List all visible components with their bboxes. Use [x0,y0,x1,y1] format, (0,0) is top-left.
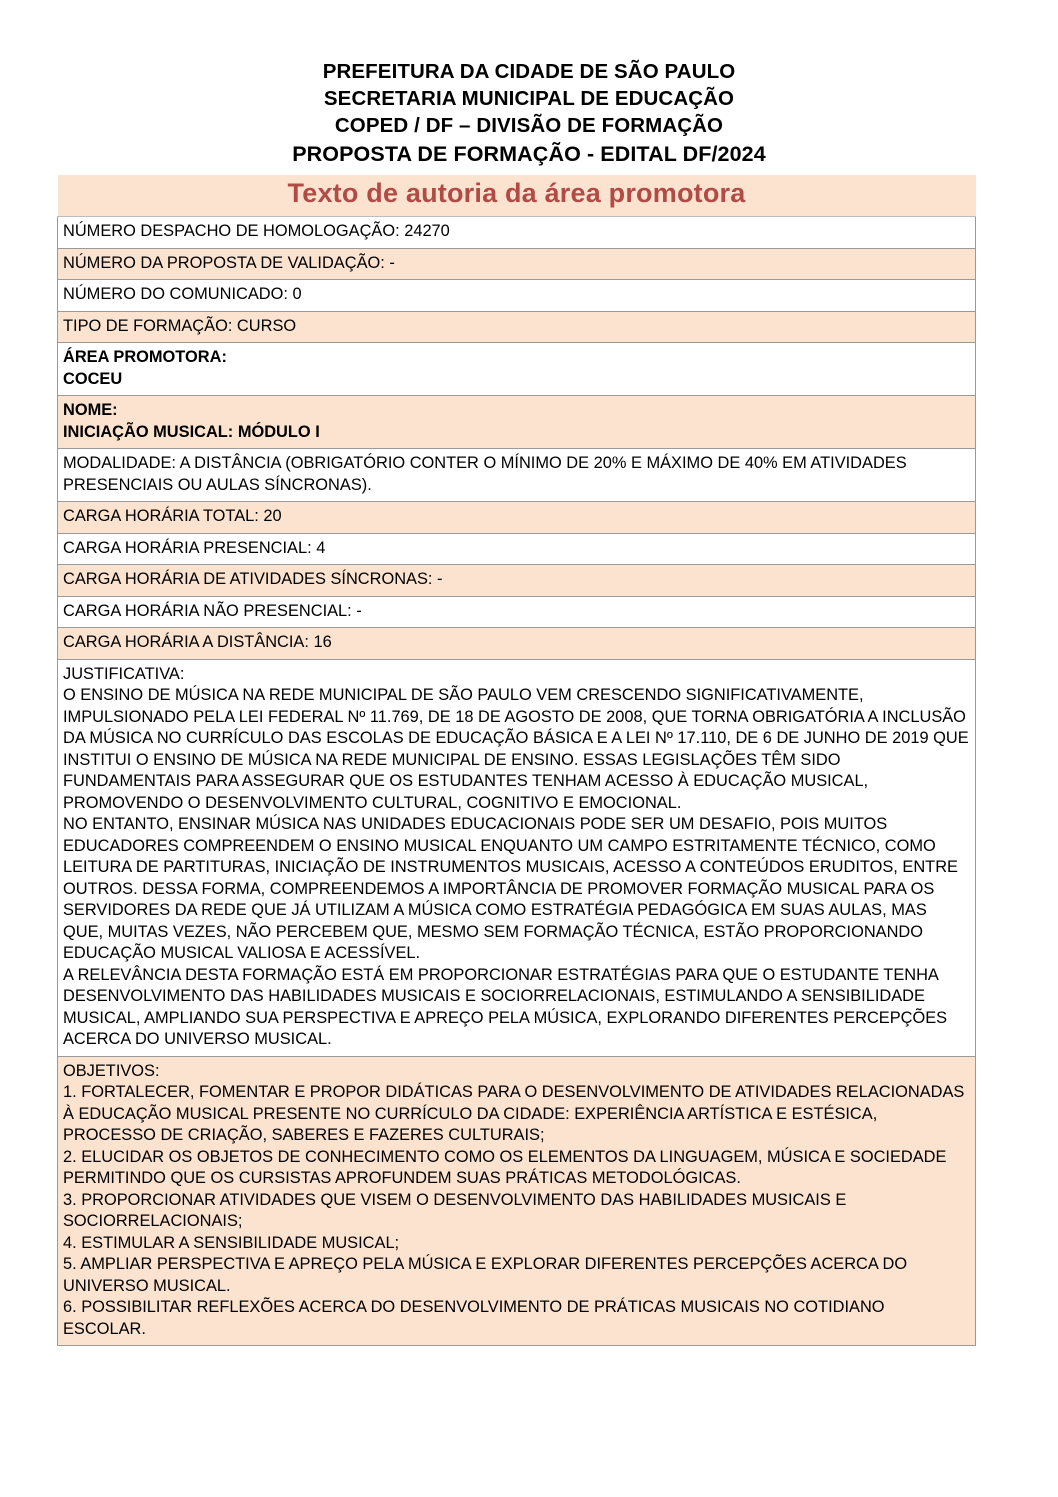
table-row [58,533,976,565]
header-line-proposta: PROPOSTA DE FORMAÇÃO - EDITAL DF/2024 [292,142,766,166]
field-tipo-formacao: TIPO DE FORMAÇÃO: CURSO [58,311,976,343]
field-nome [58,396,976,449]
field-objetivos [58,1056,976,1346]
objetivo-item: 4. ESTIMULAR A SENSIBILIDADE MUSICAL; [63,1233,400,1252]
field-carga-horaria-total: CARGA HORÁRIA TOTAL: 20 [58,502,976,534]
table-row [58,343,976,396]
area-promotora-label: ÁREA PROMOTORA: [63,348,227,366]
table-row [58,596,976,628]
field-carga-horaria-distancia: CARGA HORÁRIA A DISTÂNCIA: 16 [58,628,976,660]
justificativa-paragraph: NO ENTANTO, ENSINAR MÚSICA NAS UNIDADES EDUCACIONAIS PODE SER UM DESAFIO, POIS MUITOS EDUCADORES COMPREENDEM O ENSINO MUSICAL ENQUANTO UM CAMPO ESTRITAMENTE TÉCNICO, COMO LEITURA DE PARTITURAS, INICIAÇÃO DE INSTRUMENTOS MUSICAIS, ACESSO A CONTEÚDOS ERUDITOS, ENTRE OUTROS. DESSA FORMA, COMPREENDEMOS A IMPORTÂNCIA DE PROMOVER FORMAÇÃO MUSICAL PARA OS SERVIDORES DA REDE QUE JÁ UTILIZAM A MÚSICA COMO ESTRATÉGIA PEDAGÓGICA EM SUAS AULAS, MAS QUE, MUITAS VEZES, NÃO PERCEBEM QUE, MESMO SEM FORMAÇÃO TÉCNICA, ESTÃO PROPORCIONANDO EDUCAÇÃO MUSICAL VALIOSA E ACESSÍVEL. [63,815,958,962]
table-row [58,502,976,534]
table-row [58,217,976,249]
table-row [58,1056,976,1346]
field-justificativa [58,659,976,1056]
banner-cell [58,175,976,217]
nome-value: INICIAÇÃO MUSICAL: MÓDULO I [63,422,320,441]
objetivo-item: 5. AMPLIAR PERSPECTIVA E APREÇO PELA MÚSICA E EXPLORAR DIFERENTES PERCEPÇÕES ACERCA DO UNIVERSO MUSICAL. [63,1255,908,1295]
table-row [58,311,976,343]
justificativa-label: JUSTIFICATIVA: [63,664,185,683]
header-line-secretaria: SECRETARIA MUNICIPAL DE EDUCAÇÃO [323,87,735,110]
field-numero-despacho: NÚMERO DESPACHO DE HOMOLOGAÇÃO: 24270 [58,217,976,249]
table-row [58,396,976,449]
table-row [58,449,976,502]
field-carga-horaria-presencial: CARGA HORÁRIA PRESENCIAL: 4 [58,533,976,565]
table-row [58,659,976,1056]
table-row [58,248,976,280]
banner-row [58,175,976,217]
objetivo-item: 2. ELUCIDAR OS OBJETOS DE CONHECIMENTO COMO OS ELEMENTOS DA LINGUAGEM, MÚSICA E SOCIEDADE PERMITINDO QUE OS CURSISTAS APROFUNDEM SUAS PRÁTICAS METODOLÓGICAS. [63,1147,947,1187]
objetivo-item: 1. FORTALECER, FOMENTAR E PROPOR DIDÁTICAS PARA O DESENVOLVIMENTO DE ATIVIDADES RELACIONADAS À EDUCAÇÃO MUSICAL PRESENTE NO CURRÍCULO DA CIDADE: EXPERIÊNCIA ARTÍSTICA E ESTÉSICA, PROCESSO DE CRIAÇÃO, SABERES E FAZERES CULTURAIS; [63,1083,965,1144]
proposta-form-table [57,175,976,1346]
table-row [58,565,976,597]
header-line-coped: COPED / DF – DIVISÃO DE FORMAÇÃO [334,114,724,137]
objetivo-item: 6. POSSIBILITAR REFLEXÕES ACERCA DO DESENVOLVIMENTO DE PRÁTICAS MUSICAIS NO COTIDIANO ESCOLAR. [63,1298,885,1338]
table-row [58,628,976,660]
justificativa-paragraph: O ENSINO DE MÚSICA NA REDE MUNICIPAL DE SÃO PAULO VEM CRESCENDO SIGNIFICATIVAMENTE, IMPULSIONADO PELA LEI FEDERAL Nº 11.769, DE 18 DE AGOSTO DE 2008, QUE TORNA OBRIGATÓRIA A INCLUSÃO DA MÚSICA NO CURRÍCULO DAS ESCOLAS DE EDUCAÇÃO BÁSICA E A LEI Nº 17.110, DE 6 DE JUNHO DE 2019 QUE INSTITUI O ENSINO DE MÚSICA NA REDE MUNICIPAL DE ENSINO. ESSAS LEGISLAÇÕES TÊM SIDO FUNDAMENTAIS PARA ASSEGURAR QUE OS ESTUDANTES TENHAM ACESSO À EDUCAÇÃO MUSICAL, PROMOVENDO O DESENVOLVIMENTO CULTURAL, COGNITIVO E EMOCIONAL. [63,686,969,812]
header-line-prefeitura: PREFEITURA DA CIDADE DE SÃO PAULO [322,60,736,83]
field-area-promotora [58,343,976,396]
objetivos-label: OBJETIVOS: [63,1061,160,1080]
document-header [0,0,1058,169]
objetivo-item: 3. PROPORCIONAR ATIVIDADES QUE VISEM O DESENVOLVIMENTO DAS HABILIDADES MUSICAIS E SOCIORRELACIONAIS; [63,1190,847,1230]
table-row [58,280,976,312]
area-promotora-value: COCEU [63,369,123,388]
field-modalidade: MODALIDADE: A DISTÂNCIA (OBRIGATÓRIO CONTER O MÍNIMO DE 20% E MÁXIMO DE 40% EM ATIVIDADES PRESENCIAIS OU AULAS SÍNCRONAS). [58,449,976,502]
nome-label: NOME: [63,401,118,419]
justificativa-paragraph: A RELEVÂNCIA DESTA FORMAÇÃO ESTÁ EM PROPORCIONAR ESTRATÉGIAS PARA QUE O ESTUDANTE TENHA DESENVOLVIMENTO DAS HABILIDADES MUSICAIS E SOCIORRELACIONAIS, ESTIMULANDO A SENSIBILIDADE MUSICAL, AMPLIANDO SUA PERSPECTIVA E APREÇO PELA MÚSICA, EXPLORANDO DIFERENTES PERCEPÇÕES ACERCA DO UNIVERSO MUSICAL. [63,965,948,1048]
field-numero-proposta-validacao: NÚMERO DA PROPOSTA DE VALIDAÇÃO: - [58,248,976,280]
banner-title: Texto de autoria da área promotora [287,178,746,208]
field-carga-horaria-sincronas: CARGA HORÁRIA DE ATIVIDADES SÍNCRONAS: - [58,565,976,597]
field-carga-horaria-nao-presencial: CARGA HORÁRIA NÃO PRESENCIAL: - [58,596,976,628]
field-numero-comunicado: NÚMERO DO COMUNICADO: 0 [58,280,976,312]
